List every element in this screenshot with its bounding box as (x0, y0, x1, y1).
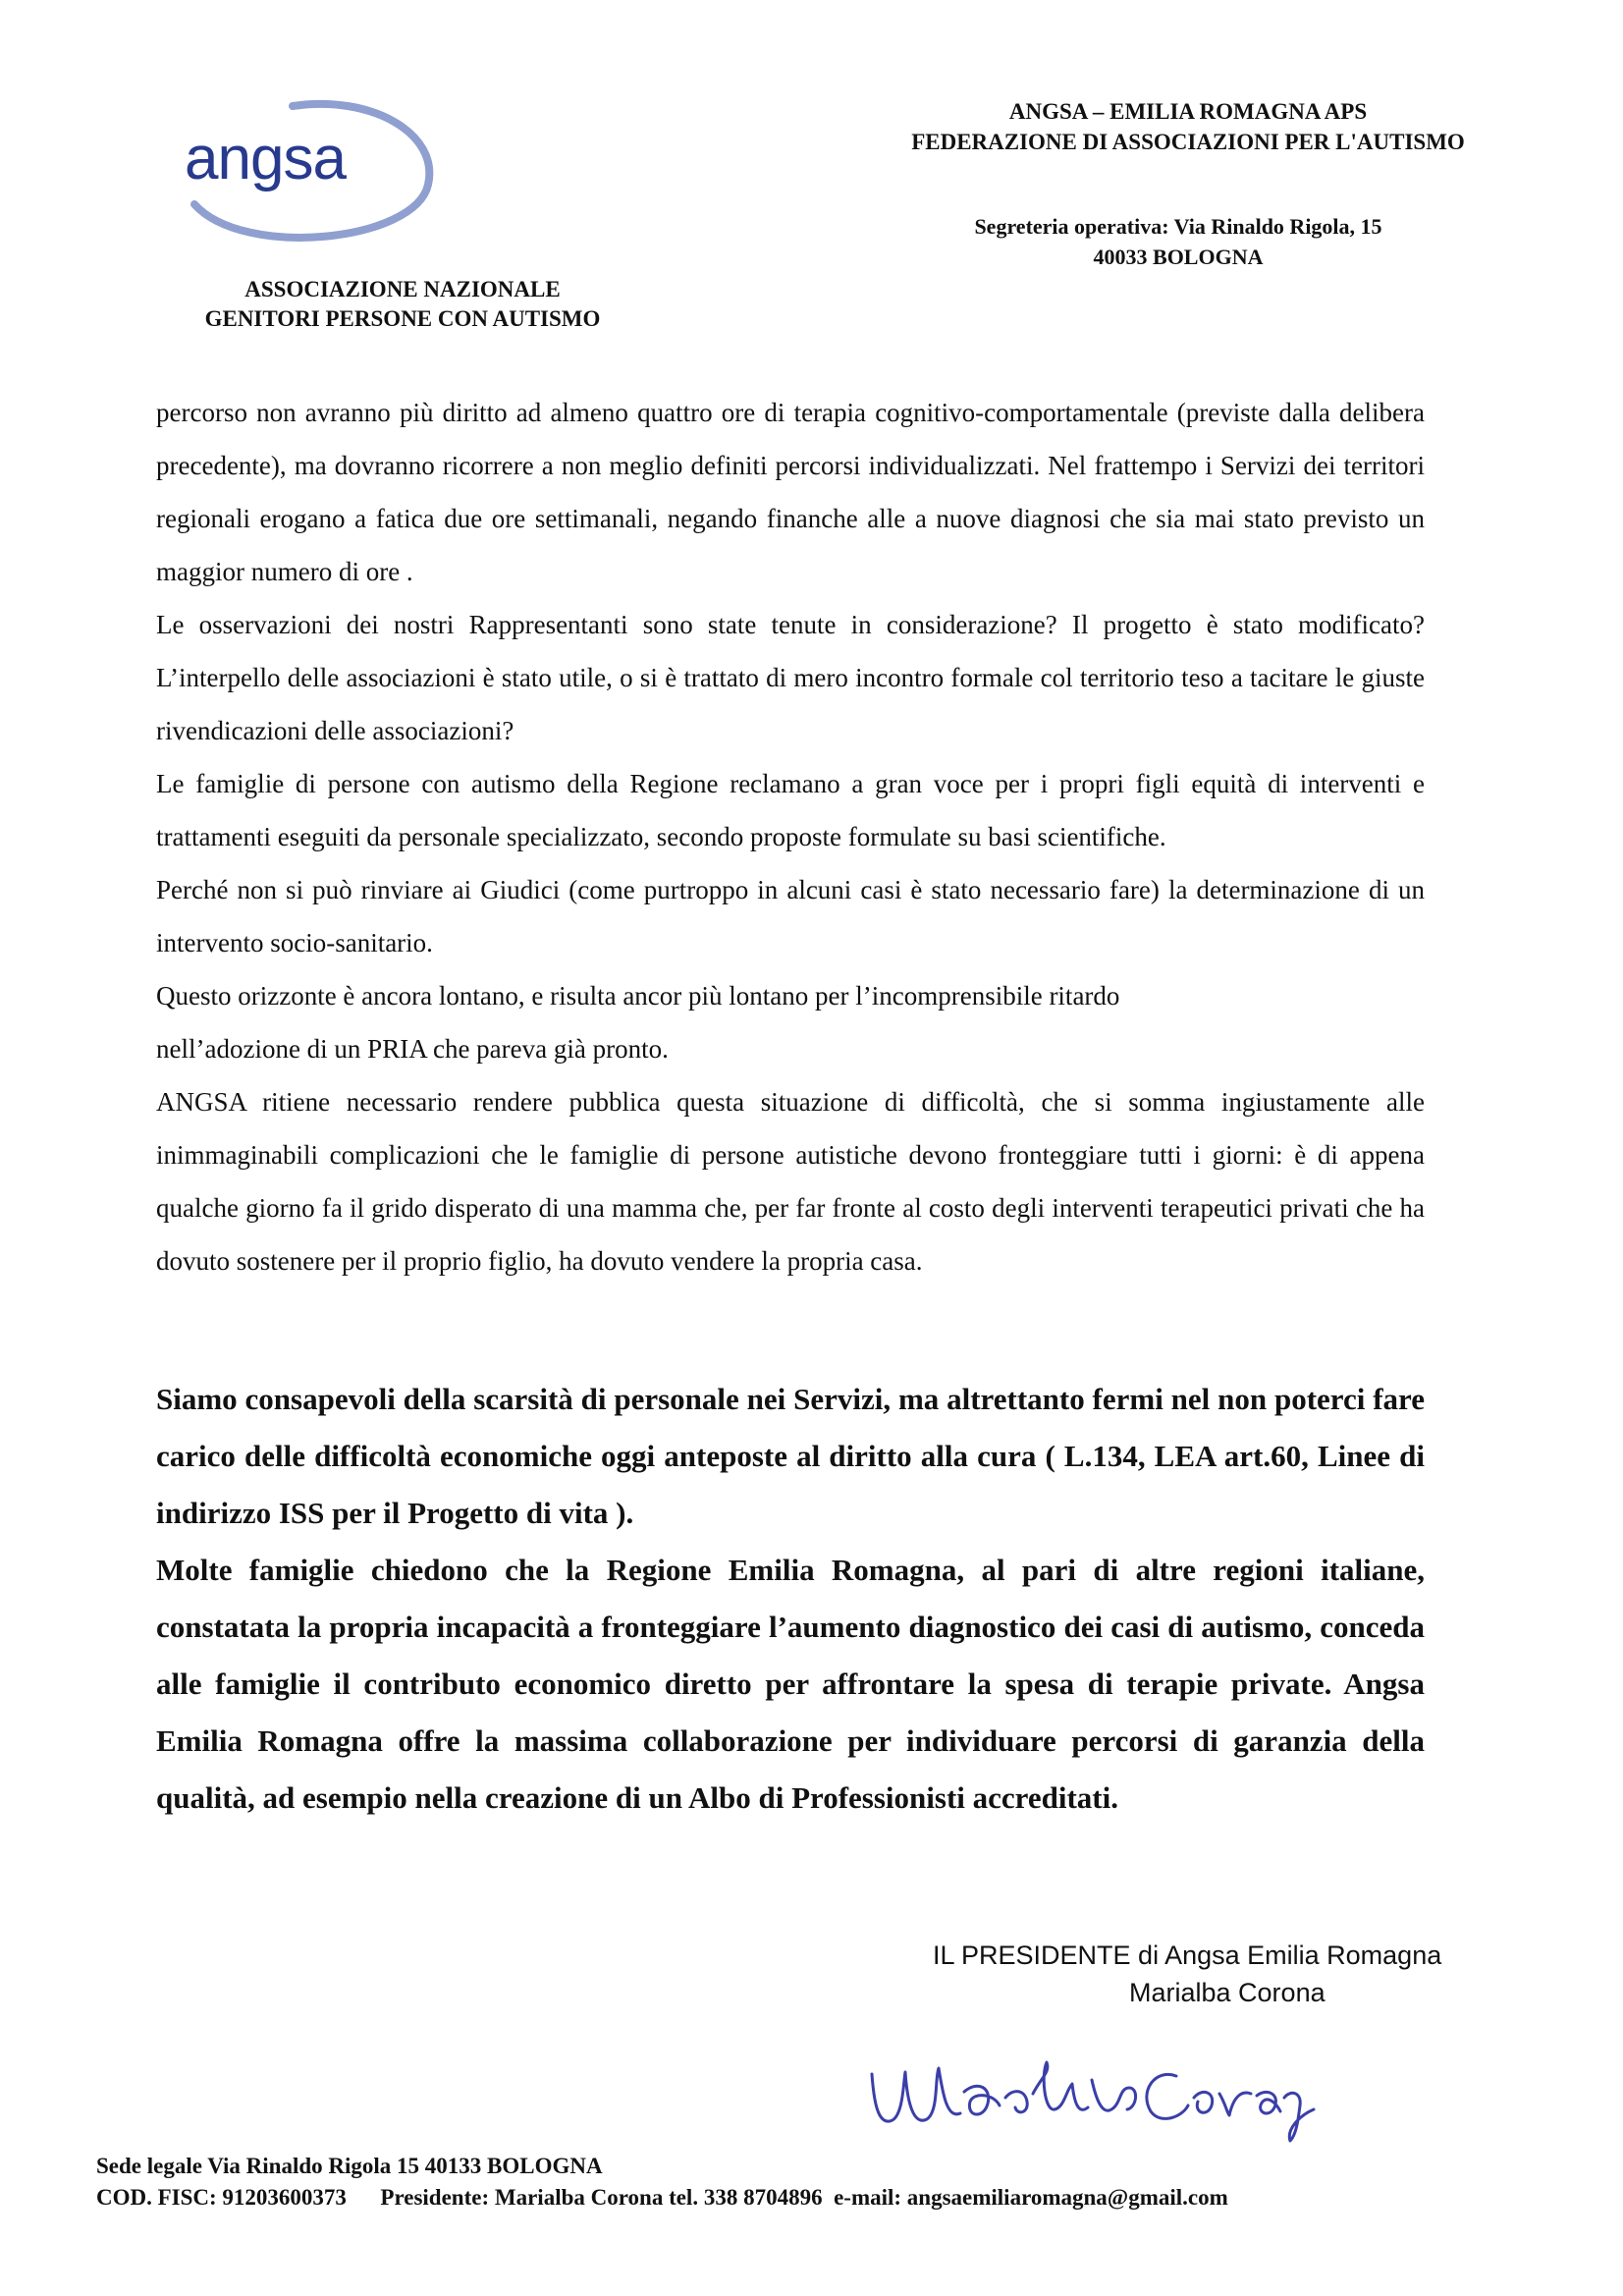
association-name (157, 275, 648, 334)
paragraph-5-line1: Questo orizzonte è ancora lontano, e risulta ancor più lontano per l’incomprensibile ritardo (156, 981, 1120, 1011)
paragraph-6: ANGSA ritiene necessario rendere pubblica questa situazione di difficoltà, che si somma ingiustamente alle inimmaginabili complicazioni che le famiglie di persone autistiche devono fronteggiare tutti i giorni: è di appena qualche giorno fa il grido disperato di una mamma che, per far fronte al costo degli interventi terapeutici privati che ha dovuto sostenere per il proprio figlio, ha dovuto vendere la propria casa. (156, 1087, 1425, 1276)
paragraph-5-line2: nell’adozione di un PRIA che pareva già pronto. (156, 1034, 669, 1064)
secretariat-address (884, 211, 1473, 272)
paragraph-1: percorso non avranno più diritto ad almeno quattro ore di terapia cognitivo-comportamentale (previste dalla delibera precedente), ma dovranno ricorrere a non meglio definiti percorsi individualizzati. Nel frattempo i Servizi dei territori regionali erogano a fatica due ore settimanali, negando finanche alle a nuove diagnosi che sia mai stato previsto un maggior numero di ore . (156, 398, 1425, 586)
bold-paragraph-2: Molte famiglie chiedono che la Regione Emilia Romagna, al pari di altre regioni italiane, constatata la propria incapacità a fronteggiare l’aumento diagnostico dei casi di autismo, conceda alle famiglie il contributo economico diretto per affrontare la spesa di terapie private. Angsa Emilia Romagna offre la massima collaborazione per individuare percorsi di garanzia della qualità, ad esempio nella creazione di un Albo di Professionisti accreditati. (156, 1553, 1425, 1815)
footer-contacts: COD. FISC: 91203600373 Presidente: Marialba Corona tel. 338 8704896 e-mail: angsaemiliaromagna@gmail.com (96, 2185, 1228, 2210)
president-name: Marialba Corona (1129, 1978, 1325, 2007)
footer-address: Sede legale Via Rinaldo Rigola 15 40133 BOLOGNA (96, 2154, 603, 2178)
signoff (884, 1937, 1512, 2011)
organization-subtitle: FEDERAZIONE DI ASSOCIAZIONI PER L'AUTISMO (911, 130, 1465, 154)
association-name-line1: ASSOCIAZIONE NAZIONALE (244, 277, 561, 301)
association-name-line2: GENITORI PERSONE CON AUTISMO (204, 306, 601, 331)
president-title: IL PRESIDENTE di Angsa Emilia Romagna (933, 1941, 1442, 1970)
organization-name: ANGSA – EMILIA ROMAGNA APS (1008, 99, 1368, 124)
secretariat-line2: 40033 BOLOGNA (1093, 245, 1264, 269)
angsa-logo (175, 94, 440, 251)
logo-text: angsa (185, 125, 346, 192)
bold-paragraph-1: Siamo consapevoli della scarsità di personale nei Servizi, ma altrettanto fermi nel non poterci fare carico delle difficoltà economiche oggi anteposte al diritto alla cura ( L.134, LEA art.60, Linee di indirizzo ISS per il Progetto di vita ). (156, 1382, 1425, 1530)
letter-body (156, 386, 1425, 1287)
organization-header (844, 96, 1532, 157)
secretariat-line1: Segreteria operativa: Via Rinaldo Rigola, 15 (974, 214, 1382, 239)
paragraph-4: Perché non si può rinviare ai Giudici (come purtroppo in alcuni casi è stato necessario fare) la determinazione di un intervento socio-sanitario. (156, 875, 1425, 957)
bold-statement (156, 1371, 1425, 1827)
footer (96, 2151, 1598, 2214)
paragraph-3: Le famiglie di persone con autismo della Regione reclamano a gran voce per i propri figli equità di interventi e trattamenti eseguiti da personale specializzato, secondo proposte formulate su basi scientifiche. (156, 769, 1425, 851)
handwritten-signature (844, 2033, 1335, 2151)
paragraph-2: Le osservazioni dei nostri Rappresentanti sono state tenute in considerazione? Il progetto è stato modificato? L’interpello delle associazioni è stato utile, o si è trattato di mero incontro formale col territorio teso a tacitare le giuste rivendicazioni delle associazioni? (156, 610, 1425, 745)
